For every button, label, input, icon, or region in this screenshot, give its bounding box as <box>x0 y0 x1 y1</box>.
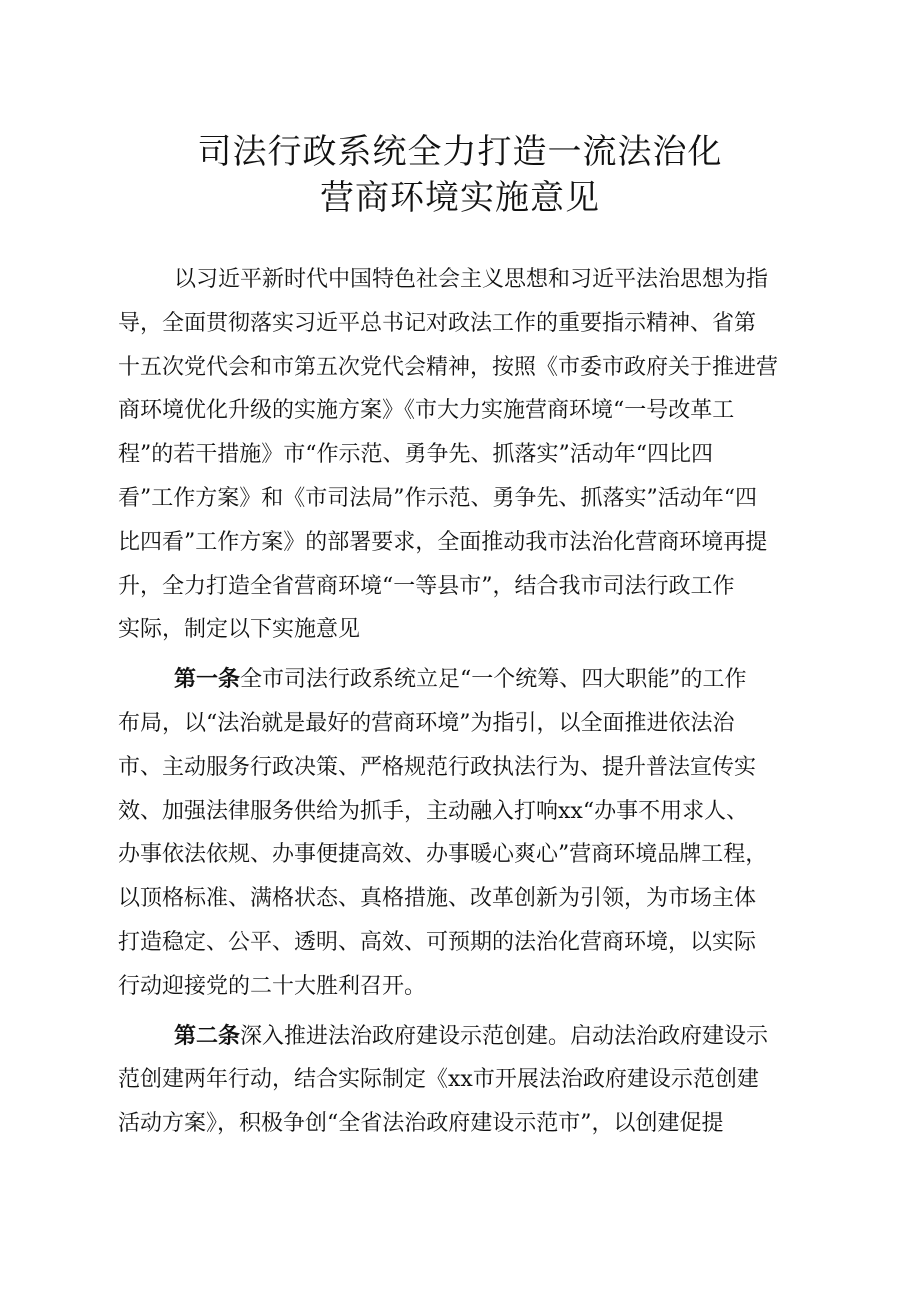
article-2-label: 第二条 <box>174 1022 241 1049</box>
intro-line: 导，全面贯彻落实习近平总书记对政法工作的重要指示精神、省第 <box>118 310 757 336</box>
document-title-line-1: 司法行政系统全力打造一流法治化 <box>197 132 723 172</box>
article-2-first-line <box>118 1015 808 1059</box>
intro-line: 看”工作方案》和《市司法局”作示范、勇争先、抓落实”活动年“四 <box>118 485 757 511</box>
article-1-first-line <box>118 658 808 702</box>
article-2-line: 活动方案》，积极争创“全省法治政府建设示范市”，以创建促提 <box>118 1111 724 1137</box>
intro-line: 十五次党代会和市第五次党代会精神，按照《市委市政府关于推进营 <box>118 354 779 380</box>
intro-line: 以习近平新时代中国特色社会主义思想和习近平法治思想为指 <box>174 267 769 292</box>
article-1-line: 以顶格标准、满格状态、真格措施、改革创新为引领，为市场主体 <box>118 886 757 912</box>
article-2-paragraph <box>118 1015 808 1146</box>
article-1-line: 市、主动服务行政决策、严格规范行政执法行为、提升普法宣传实 <box>118 754 757 780</box>
article-2-first-line-text: 深入推进法治政府建设示范创建。启动法治政府建设示 <box>240 1023 769 1049</box>
article-2-line: 范创建两年行动，结合实际制定《xx市开展法治政府建设示范创建 <box>118 1067 759 1093</box>
article-1-line: 打造稳定、公平、透明、高效、可预期的法治化营商环境，以实际 <box>118 929 757 955</box>
article-1-line: 行动迎接党的二十大胜利召开。 <box>118 973 427 999</box>
intro-paragraph <box>118 258 808 652</box>
intro-line: 比四看”工作方案》的部署要求，全面推动我市法治化营商环境再提 <box>118 529 768 555</box>
article-1-paragraph <box>118 658 808 1008</box>
article-1-line: 布局，以“法治就是最好的营商环境”为指引，以全面推进依法治 <box>118 710 735 736</box>
article-1-label: 第一条 <box>174 666 241 693</box>
intro-line: 程”的若干措施》市“作示范、勇争先、抓落实”活动年“四比四 <box>118 442 713 468</box>
intro-line: 商环境优化升级的实施方案》《市大力实施营商环境“一号改革工 <box>118 398 735 424</box>
intro-line: 升，全力打造全省营商环境“一等县市”，结合我市司法行政工作 <box>118 573 735 599</box>
document-body <box>118 258 808 1146</box>
article-1-line: 办事依法依规、办事便捷高效、办事暖心爽心”营商环境品牌工程， <box>118 842 768 868</box>
article-1-line: 效、加强法律服务供给为抓手，主动融入打响xx“办事不用求人、 <box>118 798 749 824</box>
document-title-line-2: 营商环境实施意见 <box>320 178 600 218</box>
article-1-first-line-text: 全市司法行政系统立足“一个统筹、四大职能”的工作 <box>240 667 747 693</box>
intro-line: 实际，制定以下实施意见 <box>118 617 361 643</box>
